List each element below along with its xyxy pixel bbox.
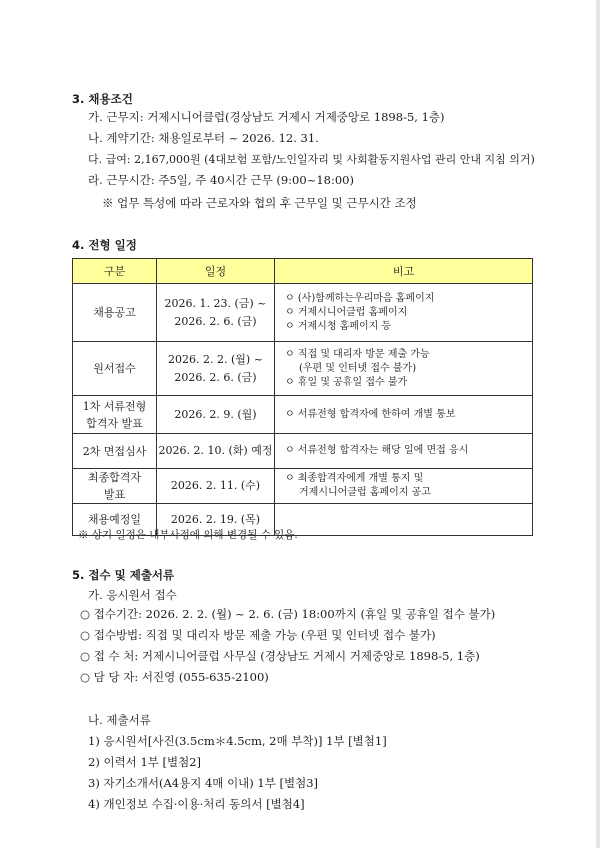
schedule-category	[73, 284, 157, 342]
schedule-remark-line: (우편 및 인터넷 접수 불가)	[299, 362, 417, 374]
section-3-title: 3. 채용조건	[72, 92, 133, 106]
schedule-header-row	[73, 259, 533, 284]
schedule-category-line: 합격자 발표	[86, 416, 143, 430]
schedule-date-line: 2026. 2. 11. (수)	[170, 479, 261, 492]
schedule-row	[73, 284, 533, 342]
schedule-remark-line: ㅇ 서류전형 합격자에 한하여 개별 통보	[285, 408, 456, 420]
application-place: ○ 접 수 처: 거제시니어클럽 사무실 (경상남도 거제시 거제중앙로 1898-5, 1층)	[80, 649, 480, 663]
schedule-date-line: 2026. 2. 6. (금)	[174, 314, 257, 328]
schedule-remarks	[275, 342, 533, 396]
schedule-remarks	[275, 396, 533, 434]
schedule-date-line: 2026. 1. 23. (금) ~	[164, 296, 267, 310]
schedule-row	[73, 396, 533, 434]
schedule-date	[157, 342, 275, 396]
schedule-category	[73, 434, 157, 469]
work-place: 가. 근무지: 거제시니어클럽(경상남도 거제시 거제중앙로 1898-5, 1층)	[88, 110, 445, 124]
schedule-date	[157, 469, 275, 504]
schedule-table	[72, 258, 533, 536]
schedule-category-line: 채용예정일	[87, 513, 142, 526]
schedule-date	[157, 396, 275, 434]
schedule-category-line: 원서접수	[93, 362, 136, 375]
schedule-remark-line: 거제시니어클럽 홈페이지 공고	[299, 487, 431, 498]
schedule-remark-line: ㅇ 거제시니어클럽 홈페이지	[285, 306, 408, 318]
header-category: 구분	[73, 259, 157, 284]
schedule-row	[73, 469, 533, 504]
schedule-category-line: 발표	[103, 488, 126, 501]
application-period: ○ 접수기간: 2026. 2. 2. (월) ~ 2. 6. (금) 18:00까지 (휴일 및 공휴일 접수 불가)	[80, 607, 496, 621]
schedule-category	[73, 396, 157, 434]
schedule-remark-line: ㅇ 서류전형 합격자는 해당 일에 면접 응시	[285, 445, 469, 456]
schedule-category-line: 2차 면접심사	[82, 444, 147, 458]
schedule-remarks	[275, 504, 533, 536]
section-4-title: 4. 전형 일정	[72, 238, 137, 252]
documents-subtitle: 나. 제출서류	[88, 713, 151, 727]
schedule-remark-line: ㅇ 거제시청 홈페이지 등	[285, 320, 392, 332]
schedule-remarks	[275, 284, 533, 342]
contact-person: ○ 담 당 자: 서진영 (055-635-2100)	[80, 670, 269, 684]
document-item: 4) 개인정보 수집·이용·처리 동의서 [별첨4]	[88, 797, 305, 811]
schedule-date-line: 2026. 2. 19. (목)	[170, 512, 261, 526]
schedule-category	[73, 469, 157, 504]
schedule-remarks	[275, 469, 533, 504]
document-item: 2) 이력서 1부 [별첨2]	[88, 755, 202, 769]
application-method: ○ 접수방법: 직접 및 대리자 방문 제출 가능 (우편 및 인터넷 접수 불가)	[80, 628, 436, 642]
schedule-date-line: 2026. 2. 9. (월)	[174, 407, 257, 421]
schedule-remarks	[275, 434, 533, 469]
salary: 다. 급여: 2,167,000원 (4대보험 포함/노인일자리 및 사회활동지원사업 관리 안내 지침 의거)	[88, 153, 535, 166]
schedule-row	[73, 342, 533, 396]
contract-period: 나. 계약기간: 채용일로부터 ~ 2026. 12. 31.	[88, 131, 319, 145]
work-hours-note: ※ 업무 특성에 따라 근로자와 협의 후 근무일 및 근무시간 조정	[102, 196, 417, 210]
schedule-date-line: 2026. 2. 6. (금)	[174, 370, 257, 384]
schedule-date	[157, 284, 275, 342]
schedule-date-line: 2026. 2. 10. (화) 예정	[158, 444, 273, 457]
schedule-remark-line: ㅇ 최종합격자에게 개별 통지 및	[285, 473, 424, 484]
document-item: 3) 자기소개서(A4용지 4매 이내) 1부 [별첨3]	[88, 776, 319, 790]
schedule-remark-line: ㅇ 휴일 및 공휴일 접수 불가	[285, 376, 408, 388]
document-item: 1) 응시원서[사진(3.5cm＊4.5cm, 2매 부착)] 1부 [별첨1]	[88, 734, 387, 748]
schedule-date	[157, 434, 275, 469]
schedule-row	[73, 434, 533, 469]
scan-edge	[596, 0, 600, 848]
work-hours: 라. 근무시간: 주5일, 주 40시간 근무 (9:00~18:00)	[88, 173, 354, 187]
header-remarks: 비고	[275, 259, 533, 284]
schedule-footnote: ※ 상기 일정은 내부사정에 의해 변경될 수 있음.	[78, 529, 298, 541]
header-date: 일정	[157, 259, 275, 284]
application-subtitle: 가. 응시원서 접수	[88, 588, 177, 602]
schedule-remark-line: ㅇ 직접 및 대리자 방문 제출 가능	[285, 348, 430, 360]
schedule-category-line: 채용공고	[93, 306, 136, 319]
schedule-date-line: 2026. 2. 2. (월) ~	[168, 352, 263, 366]
schedule-category-line: 1차 서류전형	[82, 399, 147, 413]
schedule-category	[73, 342, 157, 396]
section-5-title: 5. 접수 및 제출서류	[72, 568, 175, 582]
schedule-remark-line: ㅇ (사)함께하는우리마음 홈페이지	[285, 292, 435, 304]
schedule-category-line: 최종합격자	[87, 471, 142, 484]
